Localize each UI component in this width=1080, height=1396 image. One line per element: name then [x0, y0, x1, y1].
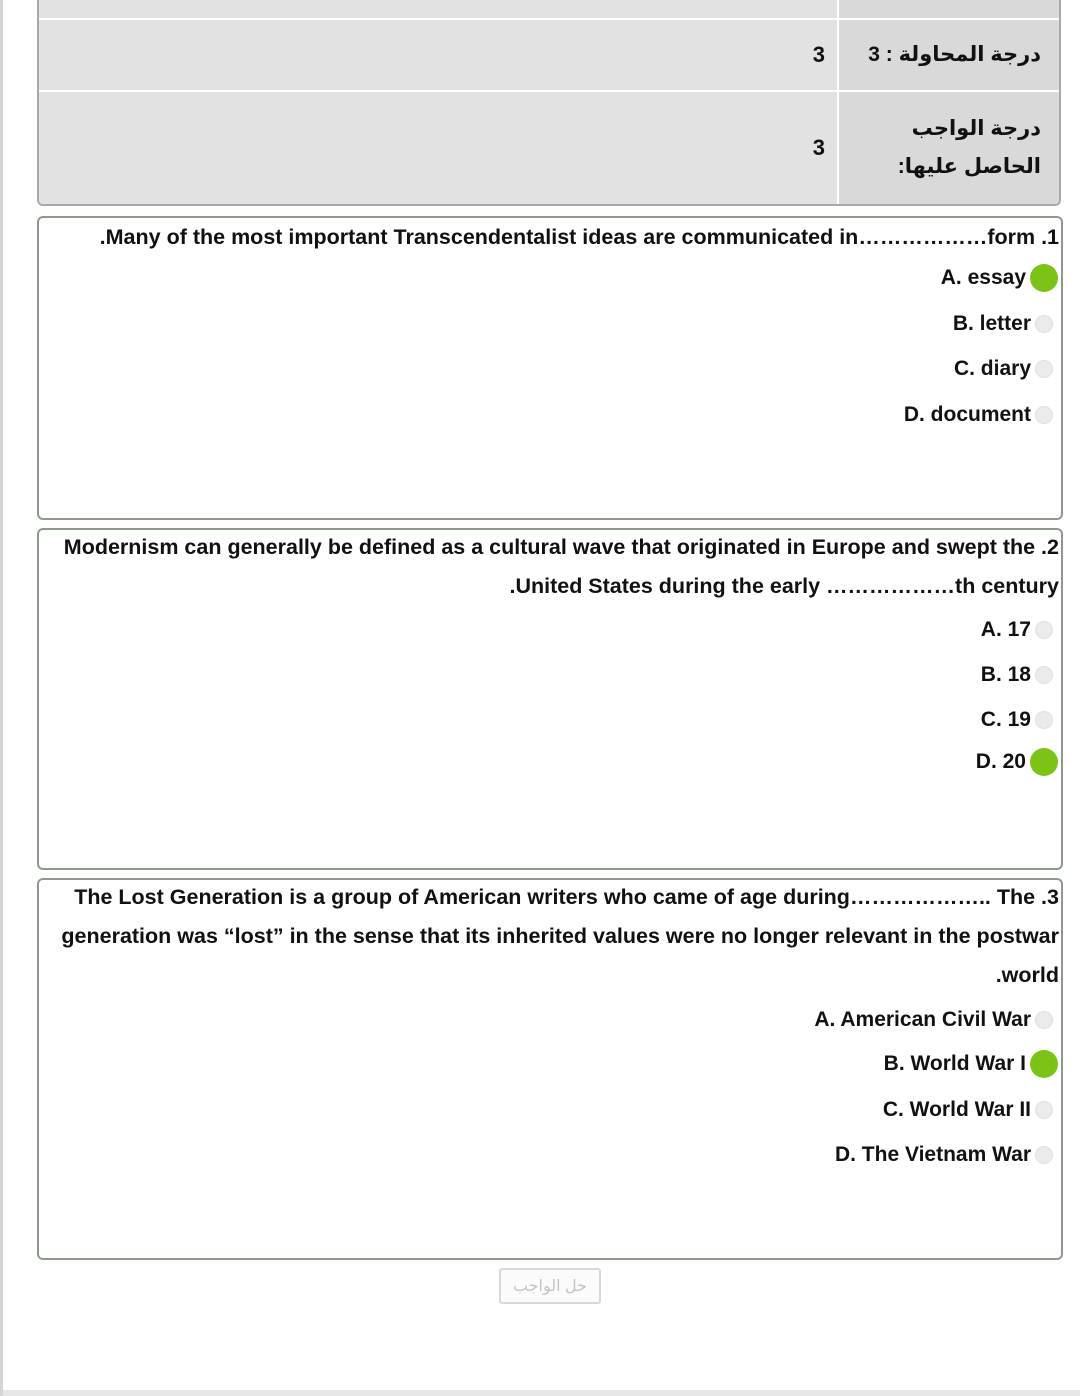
bottom-strip: [3, 1390, 1080, 1396]
option-label: A. essay: [940, 266, 1026, 289]
radio-icon[interactable]: [1035, 621, 1053, 639]
option-label: D. 20: [975, 750, 1026, 773]
attempt-score-label: درجة المحاولة : 3: [839, 20, 1059, 90]
question-3-option-c[interactable]: [883, 1098, 1053, 1122]
homework-score-value: 3: [39, 92, 839, 204]
option-label: C. diary: [953, 357, 1031, 380]
homework-score-label: درجة الواجب الحاصل عليها:: [839, 92, 1059, 204]
question-1: [37, 216, 1063, 520]
radio-icon[interactable]: [1035, 1011, 1053, 1029]
question-3-option-d[interactable]: [835, 1143, 1053, 1167]
option-label: C. World War II: [882, 1098, 1031, 1121]
radio-icon[interactable]: [1035, 711, 1053, 729]
question-2-option-c[interactable]: [981, 708, 1053, 732]
option-label: B. letter: [952, 312, 1031, 335]
radio-selected-icon[interactable]: [1030, 264, 1058, 292]
question-1-option-d[interactable]: [904, 403, 1053, 427]
question-2: [37, 528, 1063, 870]
question-2-option-b[interactable]: [981, 663, 1053, 687]
question-3-line-3: .world: [995, 963, 1059, 987]
radio-icon[interactable]: [1035, 360, 1053, 378]
radio-selected-icon[interactable]: [1030, 1050, 1058, 1078]
question-3-line-1: The Lost Generation is a group of American writers who came of age during……………….. The .3: [74, 885, 1059, 909]
radio-icon[interactable]: [1035, 315, 1053, 333]
question-3: [37, 878, 1063, 1260]
question-1-option-c[interactable]: [954, 357, 1053, 381]
question-1-option-a[interactable]: [941, 264, 1053, 292]
attempt-score-value: 3: [39, 20, 839, 90]
option-label: A. 17: [980, 618, 1031, 641]
question-1-line-1: .Many of the most important Transcendentalist ideas are communicated in………………form .1: [99, 225, 1059, 249]
option-label: B. 18: [980, 663, 1031, 686]
radio-icon[interactable]: [1035, 1146, 1053, 1164]
question-2-line-1: Modernism can generally be defined as a cultural wave that originated in Europe and swept the .2: [63, 535, 1059, 559]
attempt-score-row: [39, 20, 1059, 92]
question-2-text: [64, 528, 1059, 606]
submit-homework-button[interactable]: حل الواجب: [499, 1268, 601, 1304]
question-1-text: [100, 218, 1059, 257]
option-label: D. The Vietnam War: [834, 1143, 1031, 1166]
score-row-top-label: [839, 0, 1059, 18]
option-label: A. American Civil War: [814, 1008, 1031, 1031]
radio-icon[interactable]: [1035, 666, 1053, 684]
option-label: C. 19: [980, 708, 1031, 731]
homework-score-row: [39, 92, 1059, 204]
score-row-top-value: [39, 0, 839, 18]
question-3-option-a[interactable]: [814, 1008, 1053, 1032]
radio-selected-icon[interactable]: [1030, 748, 1058, 776]
score-row-top: [39, 0, 1059, 20]
question-2-line-2: .United States during the early ………………th century: [509, 574, 1059, 598]
question-1-option-b[interactable]: [953, 312, 1053, 336]
score-table: [37, 0, 1061, 206]
question-3-line-2: generation was “lost” in the sense that its inherited values were no longer relevant in the postwar: [61, 924, 1059, 948]
radio-icon[interactable]: [1035, 1101, 1053, 1119]
radio-icon[interactable]: [1035, 406, 1053, 424]
option-label: D. document: [903, 403, 1031, 426]
question-2-option-d[interactable]: [976, 748, 1053, 776]
question-3-text: [61, 878, 1059, 995]
option-label: B. World War I: [883, 1052, 1026, 1075]
question-2-option-a[interactable]: [981, 618, 1053, 642]
question-3-option-b[interactable]: [884, 1050, 1053, 1078]
